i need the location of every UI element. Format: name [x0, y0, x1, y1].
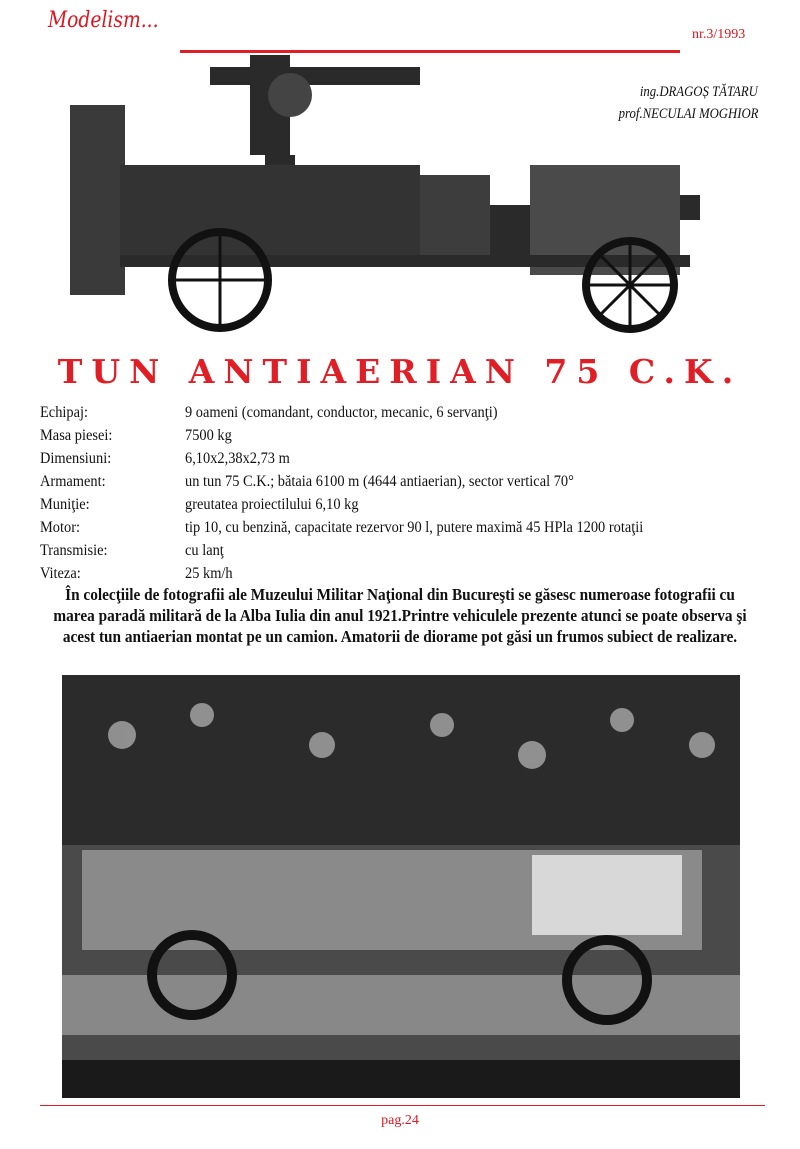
spec-label: Viteza: [40, 565, 81, 582]
spec-label: Echipaj: [40, 404, 88, 421]
spec-label: Armament: [40, 473, 106, 490]
spec-value: 9 oameni (comandant, conductor, mecanic, 6 servanţi) [185, 404, 498, 421]
issue-number: nr.3/1993 [692, 27, 746, 42]
spec-value: un tun 75 C.K.; bătaia 6100 m (4644 antiaerian), sector vertical 70° [185, 473, 574, 490]
spec-label: Transmisie: [40, 542, 108, 559]
spec-value: greutatea proiectilului 6,10 kg [185, 496, 359, 513]
spec-value: tip 10, cu benzină, capacitate rezervor 90 l, putere maximă 45 HPla 1200 rotaţii [185, 519, 644, 536]
parade-photo [62, 675, 740, 1098]
spec-label: Muniţie: [40, 496, 90, 513]
author-2: prof.NECULAI MOGHIOR [618, 106, 758, 122]
spec-row [40, 427, 780, 450]
spec-row [40, 519, 780, 542]
spec-row [40, 542, 780, 565]
article-title: TUN ANTIAERIAN 75 C.K. [57, 352, 743, 391]
spec-label: Motor: [40, 519, 81, 536]
truck-illustration [60, 55, 705, 340]
spec-label: Masa piesei: [40, 427, 113, 444]
header-rule [180, 50, 680, 53]
page-number: pag.24 [381, 1113, 419, 1128]
spec-value: 7500 kg [185, 427, 232, 444]
spec-value: cu lanţ [185, 542, 224, 559]
spec-row [40, 450, 780, 473]
magazine-logo: Modelism... [48, 8, 159, 33]
spec-row [40, 496, 780, 519]
footer-rule [40, 1105, 765, 1106]
spec-row [40, 404, 780, 427]
spec-value: 25 km/h [185, 565, 233, 582]
article-paragraph: În colecţiile de fotografii ale Muzeului Militar Naţional din Bucureşti se găsesc numeroase fotografii cu marea paradă militară de la Alba Iulia din anul 1921.Printre vehiculele prezente atunci se poate observa şi acest tun antiaerian montat pe un camion. Amatorii de diorame pot găsi un frumos subiect de realizare. [53, 585, 747, 646]
spec-label: Dimensiuni: [40, 450, 112, 467]
spec-value: 6,10x2,38x2,73 m [185, 450, 290, 467]
author-1: ing.DRAGOȘ TĂTARU [639, 84, 758, 100]
spec-row [40, 473, 780, 496]
